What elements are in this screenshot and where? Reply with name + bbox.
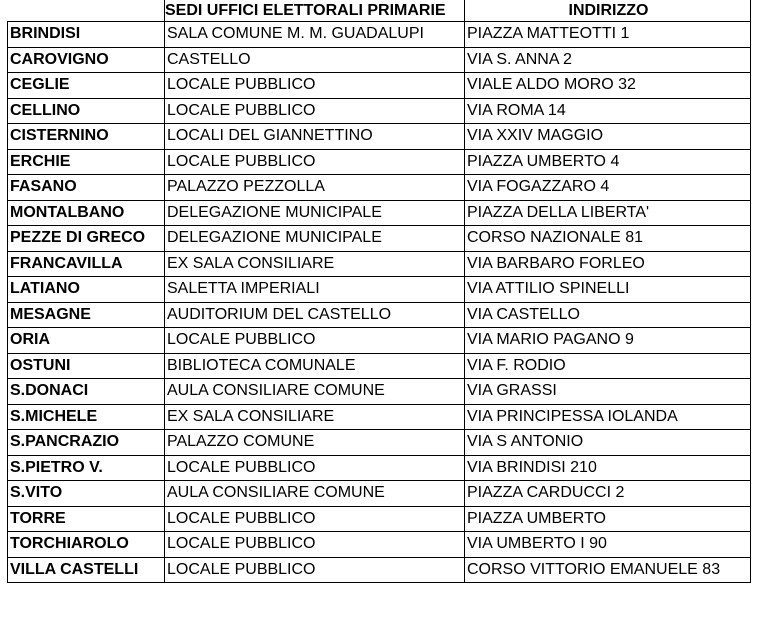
city-cell: MESAGNE [8, 302, 165, 328]
address-cell: VIA F. RODIO [465, 353, 751, 379]
sede-cell: AULA CONSILIARE COMUNE [165, 481, 465, 507]
address-cell: PIAZZA CARDUCCI 2 [465, 481, 751, 507]
header-address: INDIRIZZO [465, 0, 751, 22]
polling-offices-table [7, 0, 751, 583]
sede-cell: DELEGAZIONE MUNICIPALE [165, 200, 465, 226]
city-cell: BRINDISI [8, 22, 165, 48]
table-row [8, 353, 751, 379]
address-cell: VIA MARIO PAGANO 9 [465, 328, 751, 354]
sede-cell: LOCALE PUBBLICO [165, 149, 465, 175]
city-cell: S.PIETRO V. [8, 455, 165, 481]
table-row [8, 455, 751, 481]
sede-cell: CASTELLO [165, 47, 465, 73]
city-cell: FRANCAVILLA [8, 251, 165, 277]
city-cell: OSTUNI [8, 353, 165, 379]
sede-cell: AUDITORIUM DEL CASTELLO [165, 302, 465, 328]
table-row [8, 47, 751, 73]
sede-cell: PALAZZO PEZZOLLA [165, 175, 465, 201]
table-row [8, 532, 751, 558]
city-cell: ORIA [8, 328, 165, 354]
sede-cell: PALAZZO COMUNE [165, 430, 465, 456]
address-cell: CORSO NAZIONALE 81 [465, 226, 751, 252]
city-cell: TORRE [8, 506, 165, 532]
sede-cell: LOCALE PUBBLICO [165, 532, 465, 558]
table-row [8, 379, 751, 405]
address-cell: VIA ATTILIO SPINELLI [465, 277, 751, 303]
header-sede: SEDI UFFICI ELETTORALI PRIMARIE [165, 0, 465, 22]
city-cell: FASANO [8, 175, 165, 201]
table-row [8, 506, 751, 532]
address-cell: VIA PRINCIPESSA IOLANDA [465, 404, 751, 430]
sede-cell: LOCALI DEL GIANNETTINO [165, 124, 465, 150]
table-row [8, 277, 751, 303]
sede-cell: EX SALA CONSILIARE [165, 251, 465, 277]
sede-cell: LOCALE PUBBLICO [165, 98, 465, 124]
address-cell: VIA CASTELLO [465, 302, 751, 328]
table-row [8, 175, 751, 201]
city-cell: ERCHIE [8, 149, 165, 175]
table-row [8, 251, 751, 277]
address-cell: VIALE ALDO MORO 32 [465, 73, 751, 99]
header-row [8, 0, 751, 22]
address-cell: PIAZZA MATTEOTTI 1 [465, 22, 751, 48]
city-cell: CISTERNINO [8, 124, 165, 150]
sede-cell: LOCALE PUBBLICO [165, 557, 465, 583]
city-cell: MONTALBANO [8, 200, 165, 226]
sede-cell: DELEGAZIONE MUNICIPALE [165, 226, 465, 252]
address-cell: PIAZZA UMBERTO [465, 506, 751, 532]
table-row [8, 481, 751, 507]
sede-cell: BIBLIOTECA COMUNALE [165, 353, 465, 379]
sede-cell: LOCALE PUBBLICO [165, 73, 465, 99]
address-cell: VIA S ANTONIO [465, 430, 751, 456]
sede-cell: SALETTA IMPERIALI [165, 277, 465, 303]
address-cell: VIA S. ANNA 2 [465, 47, 751, 73]
table-row [8, 557, 751, 583]
table-body [8, 22, 751, 583]
table-row [8, 22, 751, 48]
city-cell: S.PANCRAZIO [8, 430, 165, 456]
sede-cell: LOCALE PUBBLICO [165, 455, 465, 481]
table-row [8, 200, 751, 226]
table-row [8, 226, 751, 252]
address-cell: VIA XXIV MAGGIO [465, 124, 751, 150]
city-cell: S.DONACI [8, 379, 165, 405]
table-row [8, 73, 751, 99]
address-cell: VIA UMBERTO I 90 [465, 532, 751, 558]
sede-cell: LOCALE PUBBLICO [165, 328, 465, 354]
table-row [8, 124, 751, 150]
table-row [8, 302, 751, 328]
city-cell: CAROVIGNO [8, 47, 165, 73]
table-row [8, 98, 751, 124]
table-row [8, 149, 751, 175]
sede-cell: EX SALA CONSILIARE [165, 404, 465, 430]
city-cell: CEGLIE [8, 73, 165, 99]
city-cell: VILLA CASTELLI [8, 557, 165, 583]
address-cell: VIA BRINDISI 210 [465, 455, 751, 481]
city-cell: TORCHIAROLO [8, 532, 165, 558]
address-cell: VIA FOGAZZARO 4 [465, 175, 751, 201]
table-row [8, 404, 751, 430]
city-cell: LATIANO [8, 277, 165, 303]
sede-cell: SALA COMUNE M. M. GUADALUPI [165, 22, 465, 48]
address-cell: VIA BARBARO FORLEO [465, 251, 751, 277]
sede-cell: LOCALE PUBBLICO [165, 506, 465, 532]
address-cell: CORSO VITTORIO EMANUELE 83 [465, 557, 751, 583]
table-row [8, 328, 751, 354]
city-cell: S.MICHELE [8, 404, 165, 430]
address-cell: PIAZZA UMBERTO 4 [465, 149, 751, 175]
header-city [8, 0, 165, 22]
address-cell: PIAZZA DELLA LIBERTA' [465, 200, 751, 226]
address-cell: VIA GRASSI [465, 379, 751, 405]
sede-cell: AULA CONSILIARE COMUNE [165, 379, 465, 405]
city-cell: CELLINO [8, 98, 165, 124]
city-cell: PEZZE DI GRECO [8, 226, 165, 252]
table-row [8, 430, 751, 456]
address-cell: VIA ROMA 14 [465, 98, 751, 124]
city-cell: S.VITO [8, 481, 165, 507]
